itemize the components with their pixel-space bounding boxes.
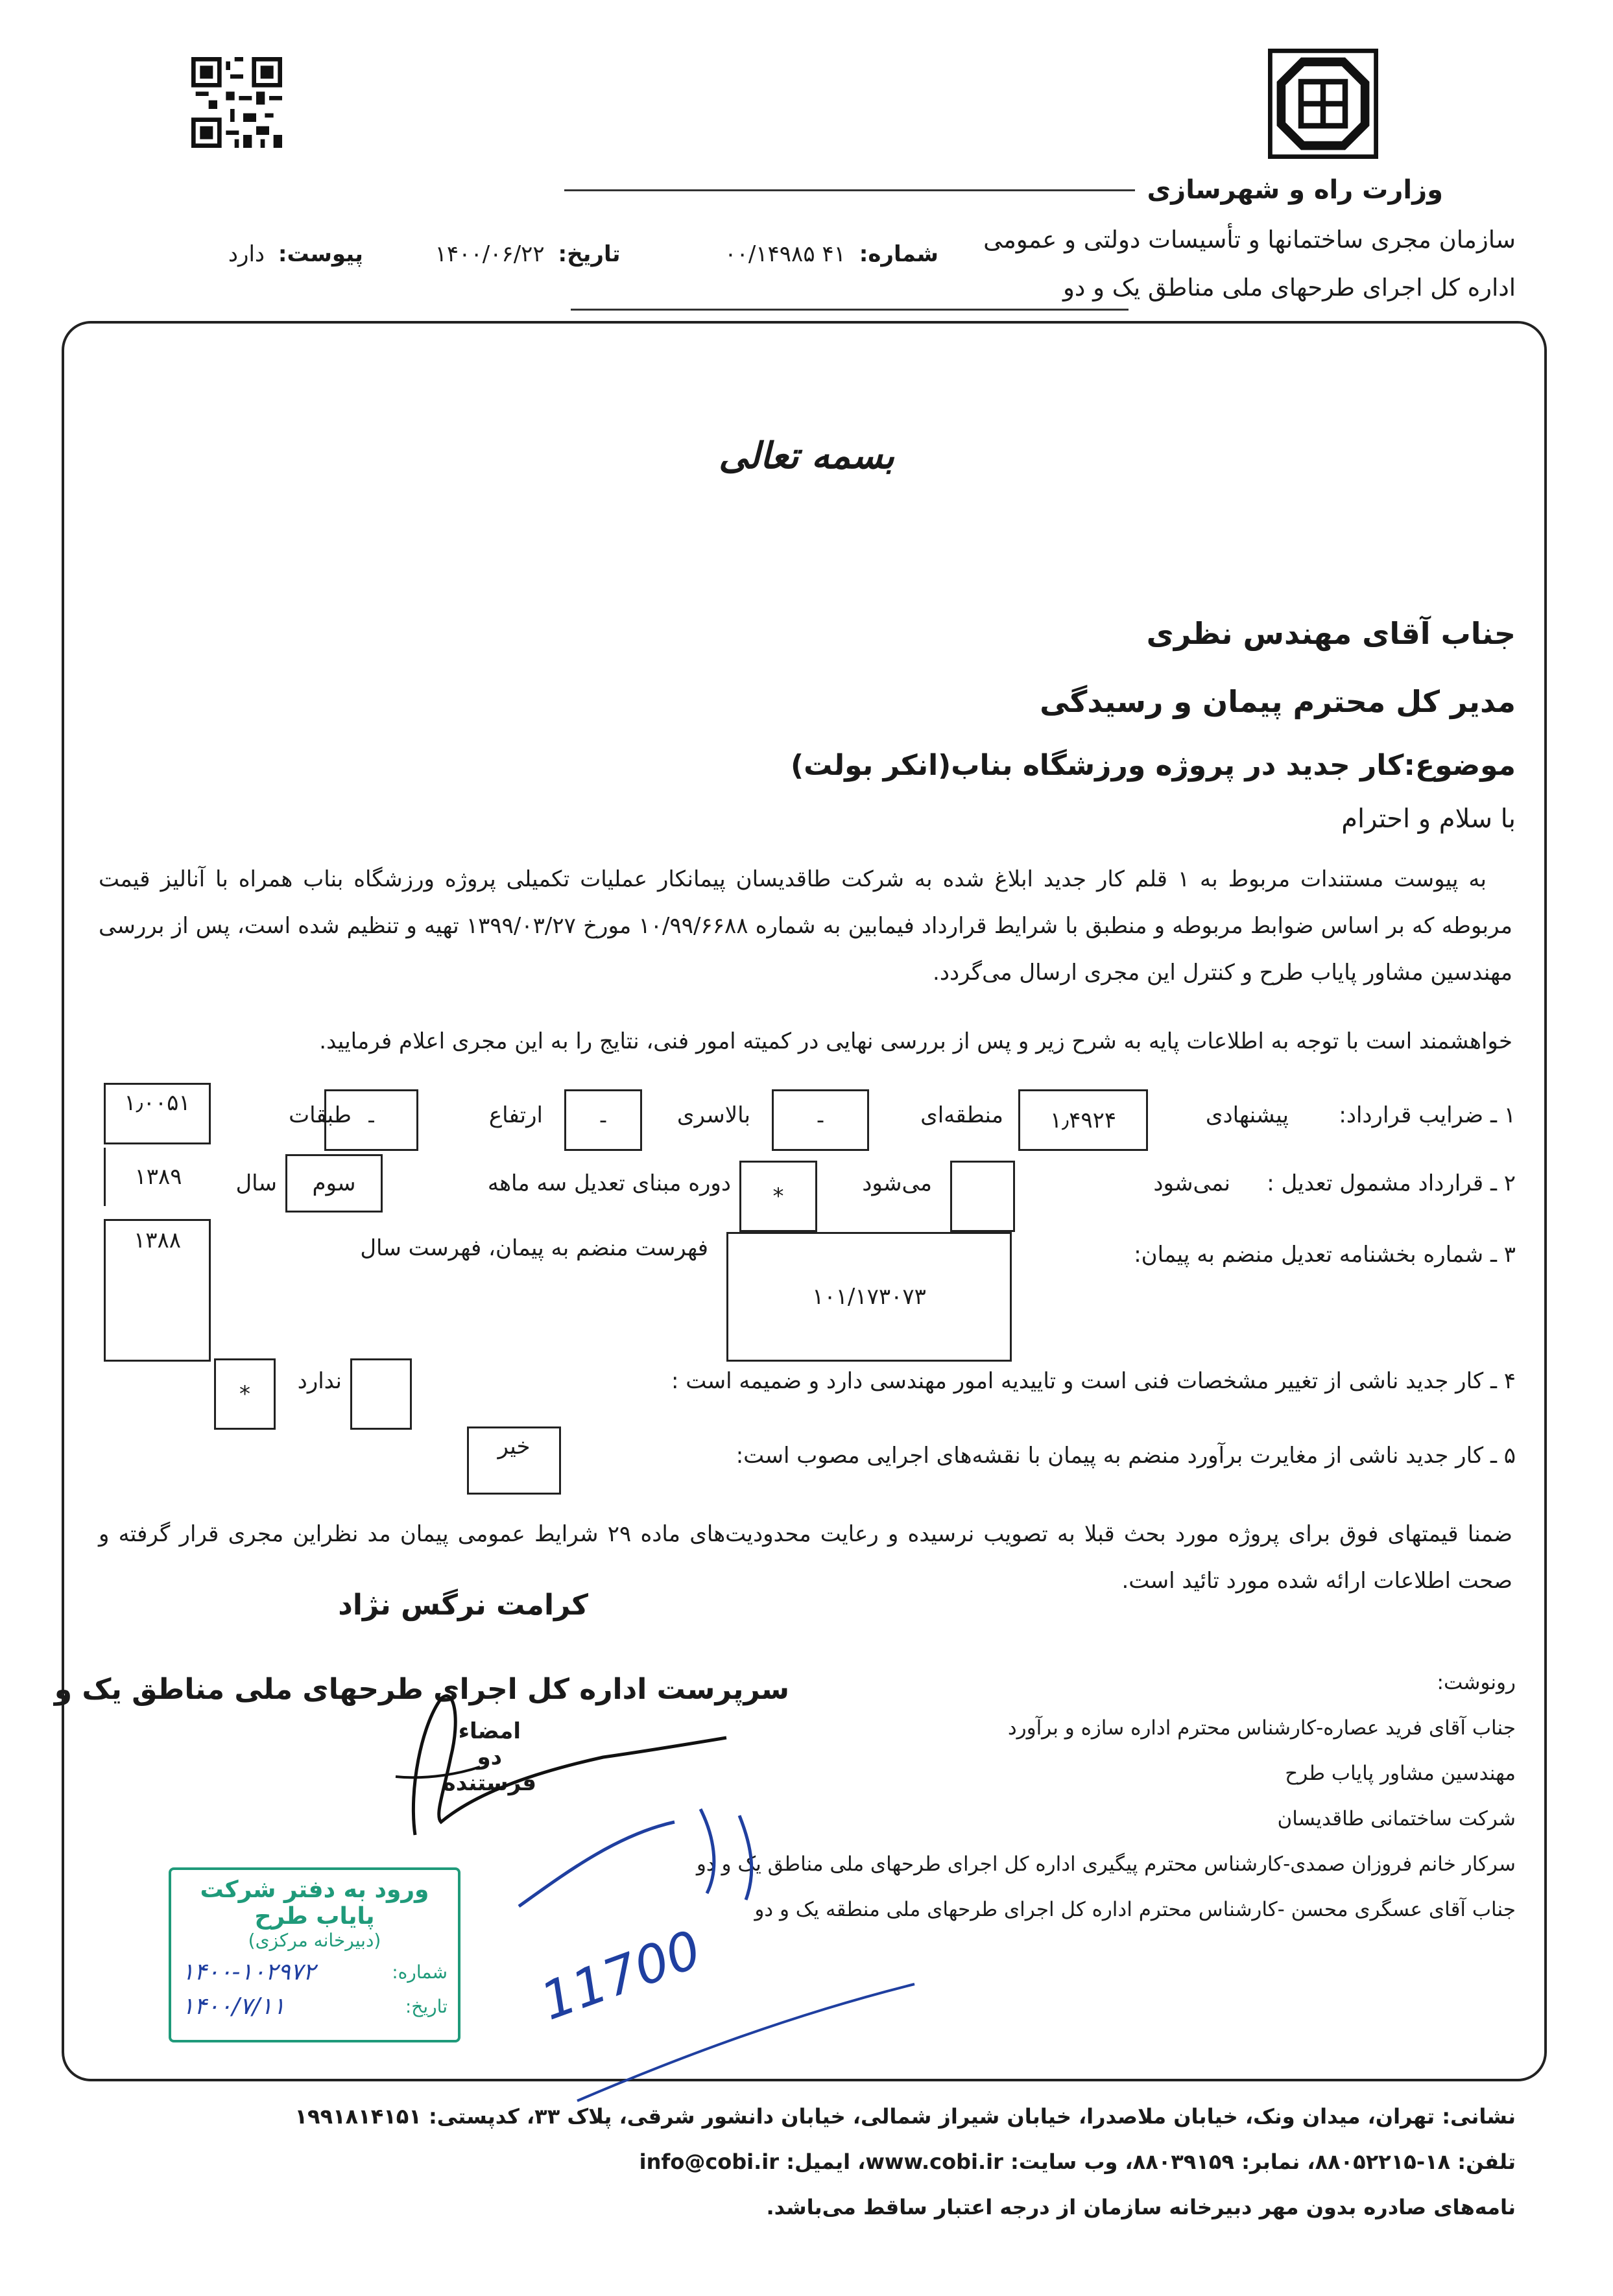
handwritten-stroke-icon [571, 1978, 921, 2107]
row1-label: ۱ ـ ضرایب قرارداد: [1339, 1102, 1516, 1128]
row2-year-box: ۱۳۸۹ [104, 1148, 211, 1206]
number-label: شماره: [859, 241, 938, 267]
letter-number: ۴۱ ۰۰/۱۴۹۸۵ [724, 241, 846, 267]
cc-item: جناب آقای فرید عصاره-کارشناس محترم اداره سازه و برآورد [1007, 1716, 1516, 1740]
addressee-title: مدیر کل محترم پیمان و رسیدگی [1040, 684, 1516, 719]
stamp-date-value: ۱۴۰۰/۷/۱۱ [182, 1993, 285, 2020]
letter-meta [222, 241, 938, 267]
footer-contact: تلفن: ۱۸-۸۸۰۵۲۲۱۵، نمابر: ۸۸۰۳۹۱۵۹، وب سایت: www.cobi.ir، ایمیل: info@cobi.ir [639, 2149, 1516, 2174]
row2-period-label: دوره مبنای تعدیل سه ماهه [487, 1170, 731, 1196]
greeting: با سلام و احترام [1341, 804, 1516, 834]
sender-label: فرستنده [442, 1770, 536, 1796]
sign-label: امضاء [458, 1718, 521, 1744]
row1-proposed-label: پیشنهادی [1205, 1102, 1289, 1128]
signatory-name: کرامت نرگس نژاد [338, 1589, 588, 1622]
footer-address: نشانی: تهران، میدان ونک، خیابان ملاصدرا، خیابان شیراز شمالی، خیابان دانشور شرقی، پلاک ۳۳، کدپستی: ۱۹۹۱۸۱۴۱۵۱ [294, 2104, 1516, 2129]
stamp-subtitle: (دبیرخانه مرکزی) [248, 1930, 381, 1951]
row2-yes-box: * [739, 1161, 817, 1232]
signatory-title-cont: دو [477, 1744, 503, 1770]
signatory-title: سرپرست اداره کل اجرای طرحهای ملی مناطق یک و [54, 1673, 789, 1706]
row4-no-label: ندارد [297, 1368, 342, 1394]
department-name: اداره کل اجرای طرحهای ملی مناطق یک و دو [1063, 274, 1516, 302]
row4-no-box: * [214, 1358, 276, 1430]
cc-item: مهندسین مشاور پایاب طرح [1285, 1762, 1516, 1785]
row1-floors-label: طبقات [289, 1102, 352, 1128]
row1-proposed-box: ۱٫۴۹۲۴ [1018, 1089, 1148, 1151]
row2-label: ۲ ـ قرارداد مشمول تعدیل : [1267, 1170, 1516, 1196]
row1-height-label: ارتفاع [488, 1102, 543, 1128]
footer-notice: نامه‌های صادره بدون مهر دبیرخانه سازمان از درجه اعتبار ساقط می‌باشد. [766, 2195, 1516, 2219]
row1-regional-box: - [772, 1089, 869, 1151]
handwritten-scribble-icon [506, 1796, 778, 1926]
letter-date: ۱۴۰۰/۰۶/۲۲ [435, 241, 545, 267]
row3-list-label: فهرست منضم به پیمان، فهرست سال [360, 1235, 708, 1261]
row2-quarter-box: سوم [285, 1154, 383, 1213]
attachment-value: دارد [228, 241, 265, 267]
handwritten-number: 11700 [532, 1919, 709, 2032]
cc-list [697, 1660, 1516, 1932]
row4-has-box [350, 1358, 412, 1430]
row1-floors-box: ۱٫۰۰۵۱ [104, 1083, 211, 1144]
header-divider [564, 189, 1135, 191]
stamp-title: ورود به دفتر شرکت پایاب طرح [200, 1876, 429, 1930]
row5-label: ۵ ـ کار جدید ناشی از مغایرت برآورد منضم به پیمان با نقشه‌های اجرایی مصوب است: [735, 1443, 1516, 1469]
stamp-date-label: تاریخ: [405, 1996, 448, 2017]
header-divider-2 [571, 309, 1129, 311]
ministry-logo-icon [1268, 49, 1378, 159]
row1-height-box: - [324, 1089, 418, 1151]
row1-overhead-box: - [564, 1089, 642, 1151]
cc-item: جناب آقای عسگری محسن -کارشناس محترم اداره کل اجرای طرحهای ملی منطقه یک و دو [754, 1898, 1516, 1921]
row3-circular-box: ۱۰۱/۱۷۳۰۷۳ [726, 1232, 1012, 1362]
date-label: تاریخ: [558, 241, 621, 267]
cc-item: سرکار خانم فروزان صمدی-کارشناس محترم پیگیری اداره کل اجرای طرحهای ملی مناطق یک و دو [696, 1852, 1516, 1876]
row5-value-box: خیر [467, 1426, 561, 1495]
row2-no-box [950, 1161, 1015, 1232]
attachment-label: پیوست: [278, 241, 363, 267]
body-paragraph-2: خواهشمند است با توجه به اطلاعات پایه به شرح زیر و پس از بررسی نهایی در کمیته امور فنی، نتایج را به این مجری اعلام فرمایید. [319, 1028, 1512, 1054]
letter-subject: موضوع:کار جدید در پروژه ورزشگاه بناب(انکر بولت) [790, 749, 1516, 782]
row3-list-year-box: ۱۳۸۸ [104, 1219, 211, 1362]
cc-item: شرکت ساختمانی طاقدیسان [1277, 1807, 1516, 1830]
row1-overhead-label: بالاسری [676, 1102, 750, 1128]
row1-regional-label: منطقه‌ای [920, 1102, 1003, 1128]
row3-label: ۳ ـ شماره بخشنامه تعدیل منضم به پیمان: [1134, 1242, 1516, 1268]
row2-year-label: سال [235, 1170, 277, 1196]
row2-yes-label: می‌شود [862, 1170, 932, 1196]
cc-heading: رونوشت: [1437, 1671, 1516, 1694]
row4-label: ۴ ـ کار جدید ناشی از تغییر مشخصات فنی است و تاییدیه امور مهندسی دارد و ضمیمه است : [671, 1368, 1516, 1394]
organization-name: سازمان مجری ساختمانها و تأسیسات دولتی و عمومی [983, 226, 1516, 254]
row2-no-label: نمی‌شود [1153, 1170, 1230, 1196]
addressee-name: جناب آقای مهندس نظری [1146, 616, 1516, 651]
ministry-name: وزارت راه و شهرسازی [1147, 175, 1443, 205]
qr-code [191, 57, 282, 148]
receipt-stamp [169, 1867, 460, 2042]
besmellah: بسمه تعالی [719, 434, 894, 477]
stamp-number-value: ۱۴۰۰-۱۰۲۹۷۲ [182, 1959, 316, 1985]
body-paragraph-1: به پیوست مستندات مربوط به ۱ قلم کار جدید ابلاغ شده به شرکت طاقدیسان پیمانکار عملیات تکمیلی پروژه ورزشگاه بناب همراه با آنالیز قیمت مربوطه که بر اساس ضوابط مربوطه و منطبق با شرایط قرارداد فیمابین به شماره ۱۰/۹۹/۶۶۸۸ مورخ ۱۳۹۹/۰۳/۲۷ تهیه و تنظیم شده است، پس از بررسی مهندسین مشاور پایاب طرح و کنترل این مجری ارسال می‌گردد. [99, 866, 1512, 986]
body-paragraph-3: ضمنا قیمتهای فوق برای پروژه مورد بحث قبلا به تصویب نرسیده و رعایت محدودیت‌های ماده ۲۹ شرایط عمومی پیمان مد نظراین مجری قرار گرفته و صحت اطلاعات ارائه شده مورد تائید است. [99, 1521, 1512, 1594]
stamp-number-label: شماره: [392, 1961, 448, 1983]
